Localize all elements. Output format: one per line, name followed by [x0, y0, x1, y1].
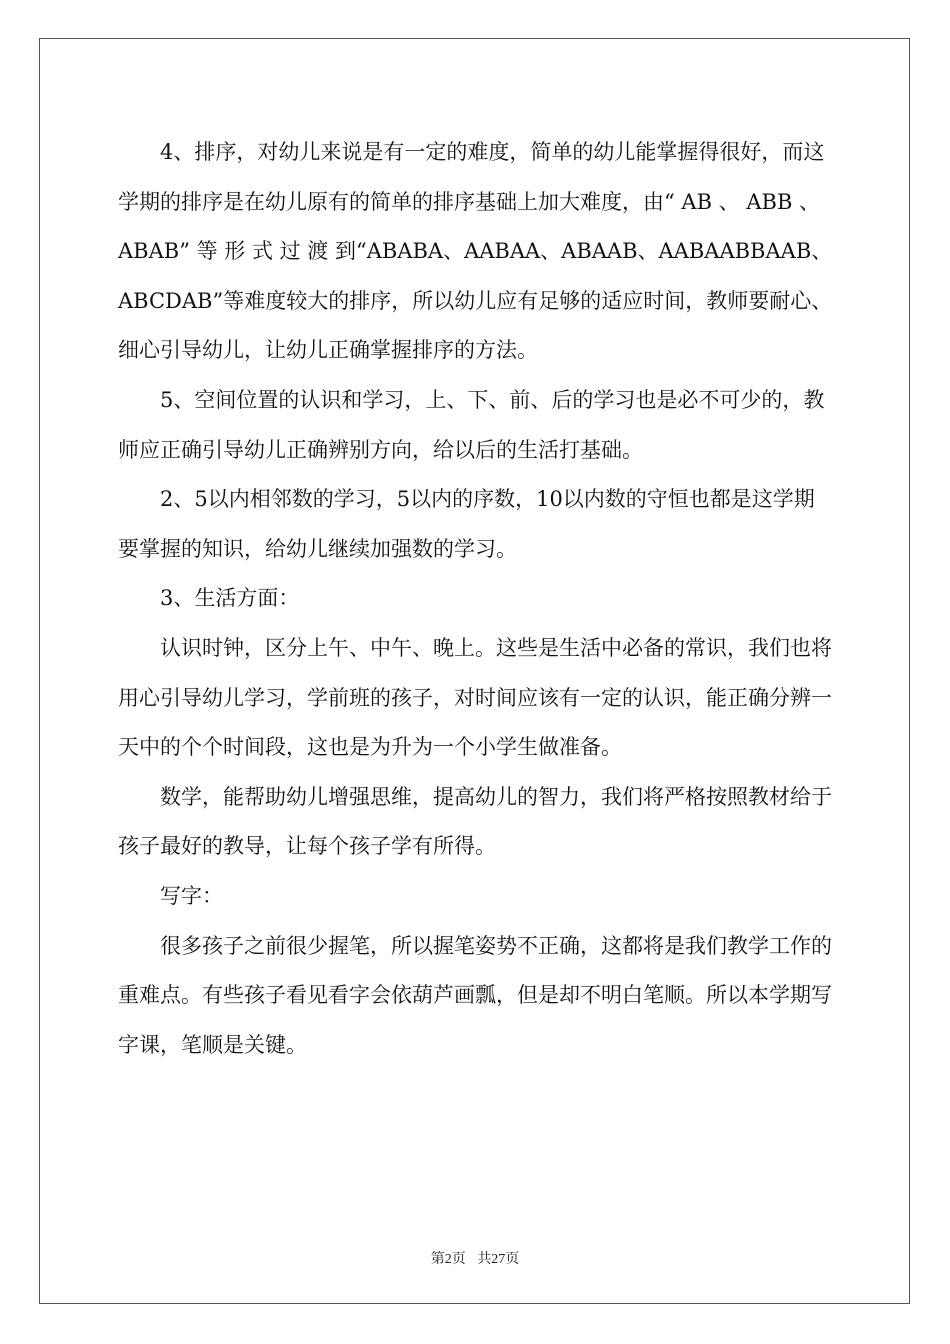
page-number: 第2页	[430, 1252, 466, 1267]
page-total: 共27页	[477, 1252, 520, 1267]
paragraph-writing: 很多孩子之前很少握笔，所以握笔姿势不正确，这都将是我们教学工作的重难点。有些孩子看见看字会依葫芦画瓢，但是却不明白笔顺。所以本学期写字课，笔顺是关键。	[118, 933, 832, 1057]
paragraph-math-summary: 数学，能帮助幼儿增强思维，提高幼儿的智力，我们将严格按照教材给于孩子最好的教导，让每个孩子学有所得。	[118, 784, 832, 859]
paragraph-numbers: 2、5以内相邻数的学习，5以内的序数，10以内数的守恒也都是这学期要掌握的知识，给幼儿继续加强数的学习。	[118, 487, 815, 561]
paragraph-clock: 认识时钟，区分上午、中午、晚上。这些是生活中必备的常识，我们也将用心引导幼儿学习，学前班的孩子，对时间应该有一定的认识，能正确分辨一天中的个个时间段，这也是为升为一个小学生做准备。	[118, 635, 832, 760]
paragraph-life-heading: 3、生活方面：	[160, 586, 300, 611]
paragraph-sorting: 4、排序，对幼儿来说是有一定的难度，简单的幼儿能掌握得很好，而这学期的排序是在幼儿原有的简单的排序基础上加大难度，由“ AB 、 ABB 、 ABAB” 等 形 式 过 渡 到“ABABA、AABAA、ABAAB、AABAABBAAB、ABCDAB”等难度较大的排序，所以幼儿应有足够的适应时间，教师要耐心、细心引导幼儿，让幼儿正确掌握排序的方法。	[118, 140, 833, 363]
paragraph-writing-heading: 写字：	[160, 883, 223, 908]
document-body	[118, 128, 834, 1070]
page-footer	[0, 1248, 950, 1268]
paragraph-spatial-position: 5、空间位置的认识和学习，上、下、前、后的学习也是必不可少的，教师应正确引导幼儿正确辨别方向，给以后的生活打基础。	[118, 387, 825, 462]
